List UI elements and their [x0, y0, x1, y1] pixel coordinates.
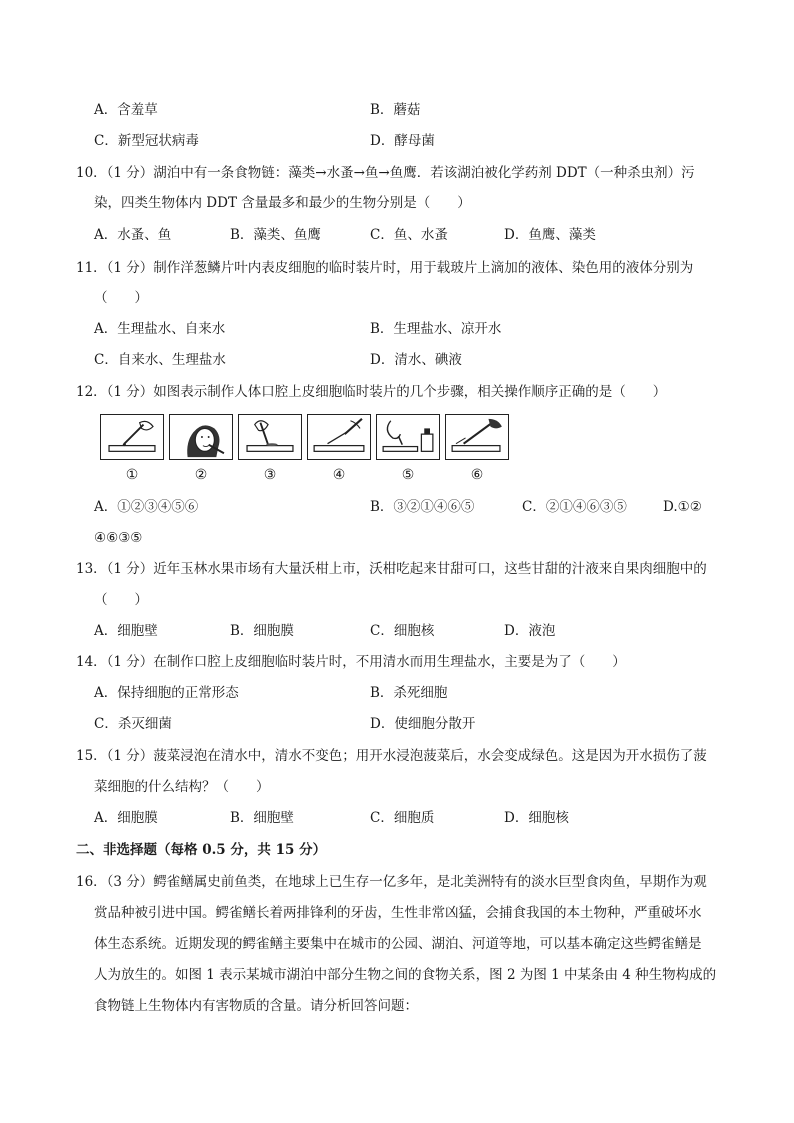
q10-option-b: B．藻类、鱼鹰 — [230, 227, 321, 243]
step-1-label: ① — [125, 467, 139, 483]
q12-option-c: C．②①④⑥③⑤ — [522, 499, 627, 515]
step-4-label: ④ — [332, 467, 346, 483]
q13-option-a: A．细胞壁 — [94, 623, 158, 639]
q10-option-c: C．鱼、水蚤 — [370, 227, 448, 243]
q14-option-b: B．杀死细胞 — [370, 685, 448, 701]
step-4-illustration — [307, 414, 371, 460]
q14-option-d: D．使细胞分散开 — [370, 716, 476, 732]
q13-option-d: D．液泡 — [504, 623, 556, 639]
q15-option-a: A．细胞膜 — [94, 810, 158, 826]
q12-option-d-continued: ④⑥③⑤ — [94, 530, 143, 546]
step-1-illustration — [100, 414, 164, 460]
q14-stem-line1: 14．（1 分）在制作口腔上皮细胞临时装片时，不用清水而用生理盐水，主要是为了（ ） — [76, 654, 626, 670]
q15-option-b: B．细胞壁 — [230, 810, 294, 826]
step-5-illustration — [376, 414, 440, 460]
q11-stem-line1: 11．（1 分）制作洋葱鳞片叶内表皮细胞的临时装片时，用于载玻片上滴加的液体、染色用的液体分别为 — [76, 260, 694, 276]
q16-stem-line1: 16．（3 分）鳄雀鳝属史前鱼类，在地球上已生存一亿多年，是北美洲特有的淡水巨型食肉鱼，早期作为观 — [76, 874, 707, 890]
q14-option-c: C．杀灭细菌 — [94, 716, 172, 732]
q12-option-a: A．①②③④⑤⑥ — [94, 499, 199, 515]
q9-option-b: B．蘑菇 — [370, 102, 421, 118]
q10-stem-line1: 10．（1 分）湖泊中有一条食物链：藻类→水蚤→鱼→鱼鹰．若该湖泊被化学药剂 DDT（一种杀虫剂）污 — [76, 165, 695, 181]
q13-stem-line2: （ ） — [94, 592, 148, 608]
q13-option-b: B．细胞膜 — [230, 623, 294, 639]
q12-option-b: B．③②①④⑥⑤ — [370, 499, 475, 515]
q9-option-c: C．新型冠状病毒 — [94, 133, 199, 149]
step-5-label: ⑤ — [401, 467, 415, 483]
q9-option-d: D．酵母菌 — [370, 133, 435, 149]
q10-option-d: D．鱼鹰、藻类 — [504, 227, 596, 243]
q16-stem-line3: 体生态系统。近期发现的鳄雀鳝主要集中在城市的公园、湖泊、河道等地，可以基本确定这些鳄雀鳝是 — [94, 936, 702, 952]
step-3-illustration — [238, 414, 302, 460]
q15-stem-line2: 菜细胞的什么结构？（ ） — [94, 779, 270, 795]
q16-stem-line2: 赏品种被引进中国。鳄雀鳝长着两排锋利的牙齿，生性非常凶猛，会捕食我国的本土物种，严重破坏水 — [94, 905, 702, 921]
q12-step-figure — [100, 414, 510, 488]
q15-option-d: D．细胞核 — [504, 810, 569, 826]
q11-option-a: A．生理盐水、自来水 — [94, 321, 226, 337]
step-3-label: ③ — [263, 467, 277, 483]
step-6-illustration — [445, 414, 509, 460]
step-2-label: ② — [194, 467, 208, 483]
q12-stem-line1: 12．（1 分）如图表示制作人体口腔上皮细胞临时装片的几个步骤，相关操作顺序正确的是（ ） — [76, 384, 667, 400]
q11-option-d: D．清水、碘液 — [370, 352, 462, 368]
q13-option-c: C．细胞核 — [370, 623, 435, 639]
q13-stem-line1: 13．（1 分）近年玉林水果市场有大量沃柑上市，沃柑吃起来甘甜可口，这些甘甜的汁液来自果肉细胞中的 — [76, 561, 707, 577]
q15-stem-line1: 15．（1 分）菠菜浸泡在清水中，清水不变色；用开水浸泡菠菜后，水会变成绿色。这是因为开水损伤了菠 — [76, 748, 707, 764]
q9-option-a: A．含羞草 — [94, 102, 158, 118]
q12-option-d: D.①② — [663, 499, 702, 515]
q10-option-a: A．水蚤、鱼 — [94, 227, 172, 243]
q14-option-a: A．保持细胞的正常形态 — [94, 685, 239, 701]
step-6-label: ⑥ — [470, 467, 484, 483]
step-2-illustration — [169, 414, 233, 460]
q11-option-c: C．自来水、生理盐水 — [94, 352, 226, 368]
q16-stem-line4: 人为放生的。如图 1 表示某城市湖泊中部分生物之间的食物关系，图 2 为图 1 中某条由 4 种生物构成的 — [94, 967, 717, 983]
q11-option-b: B．生理盐水、凉开水 — [370, 321, 502, 337]
q15-option-c: C．细胞质 — [370, 810, 435, 826]
section-heading: 二、非选择题（每格 0.5 分，共 15 分） — [76, 842, 327, 858]
q10-stem-line2: 染，四类生物体内 DDT 含量最多和最少的生物分别是（ ） — [94, 195, 471, 211]
q11-stem-line2: （ ） — [94, 290, 148, 306]
q16-stem-line5: 食物链上生物体内有害物质的含量。请分析回答问题： — [94, 998, 418, 1014]
